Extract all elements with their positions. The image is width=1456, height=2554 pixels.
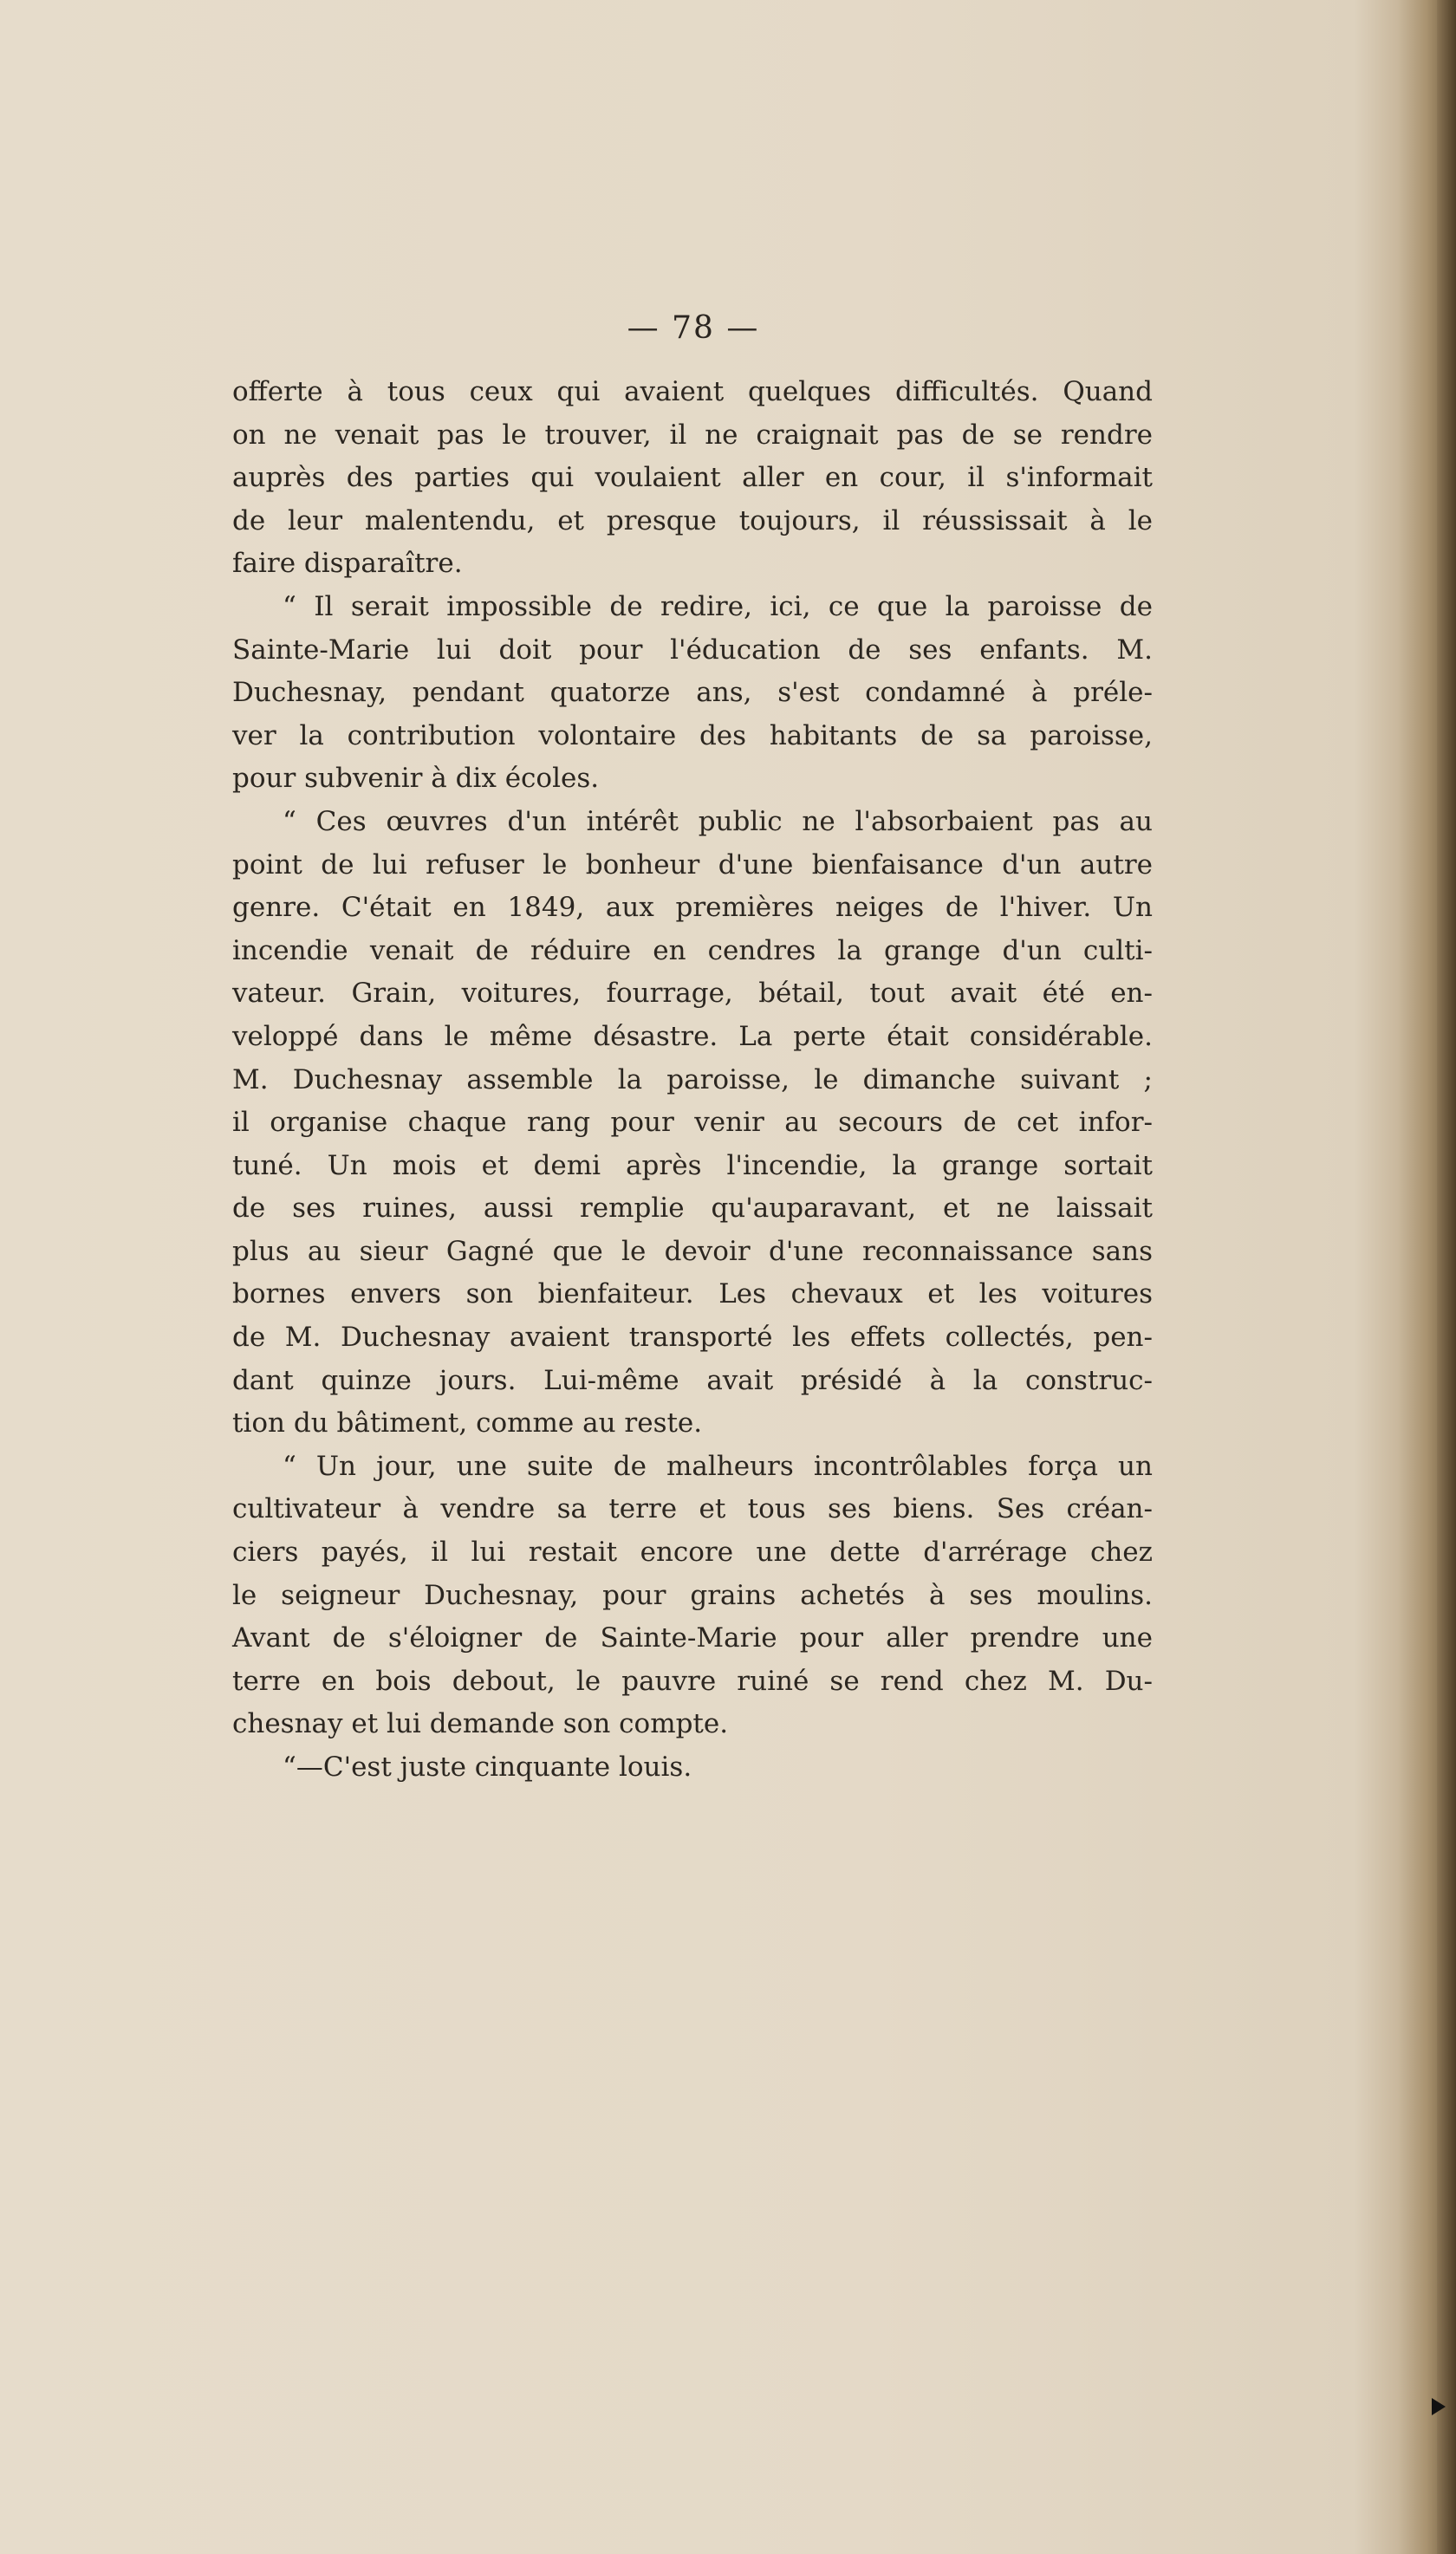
text-line: M. Duchesnay assemble la paroisse, le dimanche suivant ; xyxy=(232,1063,1153,1095)
text-line: chesnay et lui demande son compte. xyxy=(232,1708,729,1740)
text-line: on ne venait pas le trouver, il ne craignait pas de se rendre xyxy=(232,419,1153,451)
text-line: de ses ruines, aussi remplie qu'auparavant, et ne laissait xyxy=(232,1193,1153,1225)
text-line: “ Ces œuvres d'un intérêt public ne l'absorbaient pas au xyxy=(283,805,1153,837)
text-line: de M. Duchesnay avaient transporté les effets collectés, pen- xyxy=(232,1322,1153,1354)
text-line: terre en bois debout, le pauvre ruiné se rend chez M. Du- xyxy=(232,1665,1153,1697)
text-line: point de lui refuser le bonheur d'une bienfaisance d'un autre xyxy=(232,848,1153,881)
text-line: il organise chaque rang pour venir au secours de cet infor- xyxy=(232,1107,1153,1139)
text-line: ver la contribution volontaire des habitants de sa paroisse, xyxy=(232,719,1153,751)
text-line: vateur. Grain, voitures, fourrage, bétail, tout avait été en- xyxy=(232,978,1153,1010)
text-line: tion du bâtiment, comme au reste. xyxy=(232,1407,703,1439)
text-line: Avant de s'éloigner de Sainte-Marie pour aller prendre une xyxy=(232,1622,1153,1654)
text-line: Sainte-Marie lui doit pour l'éducation de ses enfants. M. xyxy=(232,634,1153,666)
body-text xyxy=(232,371,1153,1790)
text-line: veloppé dans le même désastre. La perte était considérable. xyxy=(232,1020,1153,1052)
text-line: faire disparaître. xyxy=(232,548,463,580)
text-line: dant quinze jours. Lui-même avait présidé à la construc- xyxy=(232,1364,1153,1396)
page-spine-edge xyxy=(1437,0,1456,2554)
text-line: genre. C'était en 1849, aux premières neiges de l'hiver. Un xyxy=(232,892,1153,924)
text-line: cultivateur à vendre sa terre et tous ses biens. Ses créan- xyxy=(232,1493,1153,1525)
text-line: Duchesnay, pendant quatorze ans, s'est condamné à préle- xyxy=(232,677,1153,709)
text-line: auprès des parties qui voulaient aller en cour, il s'informait xyxy=(232,462,1153,494)
text-line: incendie venait de réduire en cendres la grange d'un culti- xyxy=(232,934,1153,966)
text-line: ciers payés, il lui restait encore une dette d'arrérage chez xyxy=(232,1537,1153,1569)
text-line: “ Un jour, une suite de malheurs incontrôlables força un xyxy=(283,1450,1153,1482)
edge-marker-icon xyxy=(1432,2398,1446,2415)
text-line: de leur malentendu, et presque toujours, il réussissait à le xyxy=(232,504,1153,536)
page-number: — 78 — xyxy=(627,310,760,346)
text-line: “ Il serait impossible de redire, ici, ce que la paroisse de xyxy=(283,590,1153,622)
text-line: offerte à tous ceux qui avaient quelques difficultés. Quand xyxy=(232,376,1153,407)
text-line: le seigneur Duchesnay, pour grains achetés à ses moulins. xyxy=(232,1579,1153,1611)
text-line: plus au sieur Gagné que le devoir d'une reconnaissance sans xyxy=(232,1235,1153,1267)
text-line: tuné. Un mois et demi après l'incendie, la grange sortait xyxy=(232,1149,1153,1181)
text-line: bornes envers son bienfaiteur. Les chevaux et les voitures xyxy=(232,1278,1153,1310)
text-line: “—C'est juste cinquante louis. xyxy=(283,1751,692,1783)
text-line: pour subvenir à dix écoles. xyxy=(232,763,600,795)
